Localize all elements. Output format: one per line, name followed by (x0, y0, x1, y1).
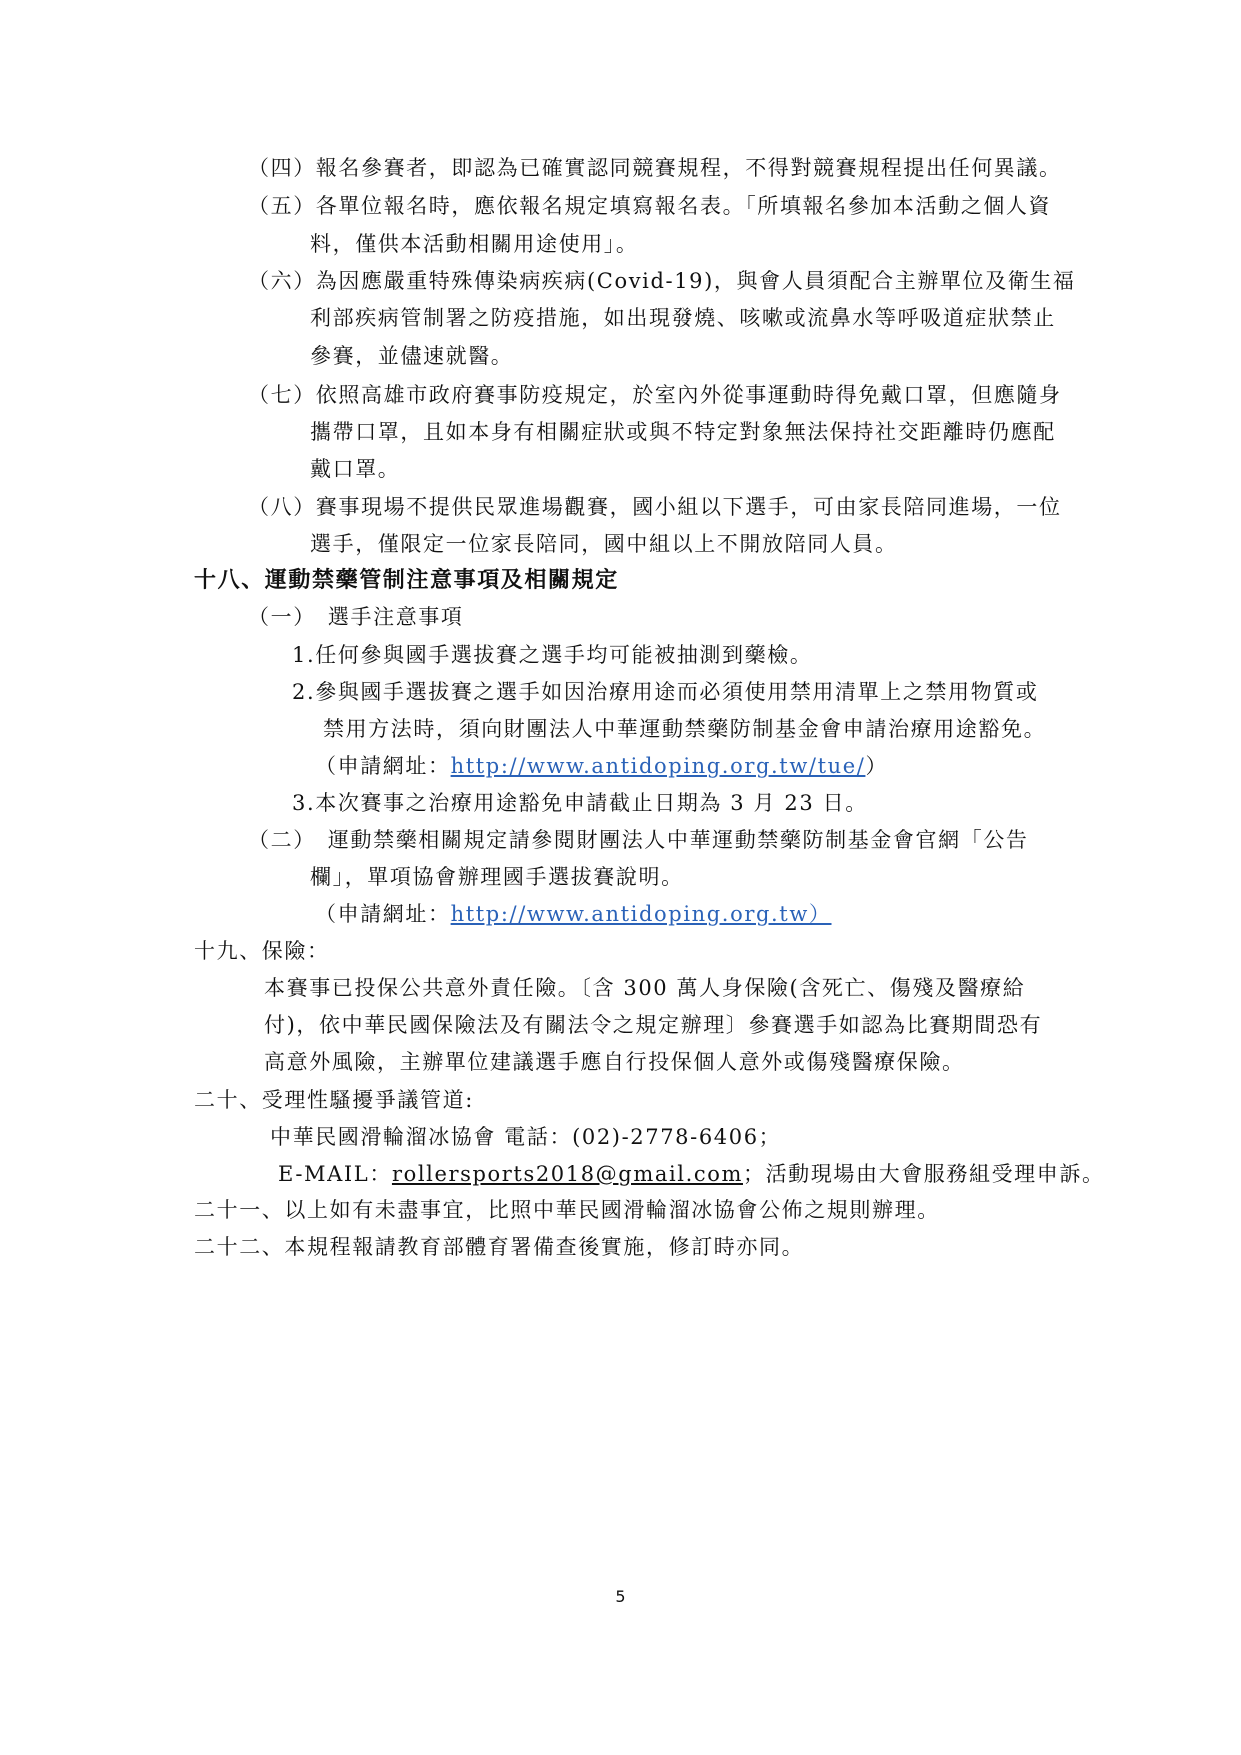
email-suffix: ；活動現場由大會服務組受理申訴。 (742, 1162, 1105, 1186)
subsection-2: （二） 運動禁藥相關規定請參閱財團法人中華運動禁藥防制基金會官網「公告 (248, 828, 1029, 852)
section-20-heading: 二十、受理性騷擾爭議管道: (194, 1088, 474, 1112)
item-5: （五）各單位報名時，應依報名規定填寫報名表。「所填報名參加本活動之個人資 (248, 194, 1052, 218)
item-8-cont: 選手，僅限定一位家長陪同，國中組以上不開放陪同人員。 (310, 532, 898, 556)
item-7-cont-2: 戴口罩。 (310, 457, 401, 481)
insurance-text-2: 付)，依中華民國保險法及有關法令之規定辦理〕參賽選手如認為比賽期間恐有 (264, 1013, 1043, 1037)
item-5-cont: 料，僅供本活動相關用途使用」。 (310, 232, 639, 256)
item-7: （七）依照高雄市政府賽事防疫規定，於室內外從事運動時得免戴口罩，但應隨身 (248, 383, 1062, 407)
item-8: （八）賽事現場不提供民眾進場觀賽，國小組以下選手，可由家長陪同進場，一位 (248, 495, 1062, 519)
item-6: （六）為因應嚴重特殊傳染病疾病(Covid-19)，與會人員須配合主辦單位及衛生福 (248, 269, 1076, 293)
item-6-cont-1: 利部疾病管制署之防疫措施，如出現發燒、咳嗽或流鼻水等呼吸道症狀禁止 (310, 306, 1056, 330)
url-prefix: （申請網址： (315, 902, 451, 926)
item-4: （四）報名參賽者，即認為已確實認同競賽規程，不得對競賽規程提出任何異議。 (248, 156, 1062, 180)
antidoping-link[interactable]: http://www.antidoping.org.tw） (450, 902, 832, 926)
note-2-url-line (315, 751, 888, 781)
url-prefix: （申請網址： (315, 754, 451, 778)
contact-email-line (278, 1159, 1105, 1189)
section-18-heading: 十八、運動禁藥管制注意事項及相關規定 (194, 567, 619, 593)
insurance-text-1: 本賽事已投保公共意外責任險。〔含 300 萬人身保險(含死亡、傷殘及醫療給 (264, 976, 1026, 1000)
section-21: 二十一、以上如有未盡事宜，比照中華民國滑輪溜冰協會公佈之規則辦理。 (194, 1198, 940, 1222)
note-1: 1.任何參與國手選拔賽之選手均可能被抽測到藥檢。 (292, 643, 813, 667)
email-link[interactable]: rollersports2018@gmail.com (391, 1162, 743, 1186)
item-6-cont-2: 參賽，並儘速就醫。 (310, 344, 514, 368)
note-2-cont: 禁用方法時，須向財團法人中華運動禁藥防制基金會申請治療用途豁免。 (323, 717, 1047, 741)
insurance-text-3: 高意外風險，主辦單位建議選手應自行投保個人意外或傷殘醫療保險。 (264, 1050, 965, 1074)
section-22: 二十二、本規程報請教育部體育署備查後實施，修訂時亦同。 (194, 1235, 805, 1259)
section-19-heading: 十九、保險： (194, 939, 330, 963)
contact-phone: 中華民國滑輪溜冰協會 電話：(02)-2778-6406； (270, 1125, 782, 1149)
note-3: 3.本次賽事之治療用途豁免申請截止日期為 3 月 23 日。 (292, 791, 868, 815)
email-label: E-MAIL： (278, 1162, 392, 1186)
note-2: 2.參與國手選拔賽之選手如因治療用途而必須使用禁用清單上之禁用物質或 (292, 680, 1039, 704)
url-suffix: ） (865, 754, 889, 778)
page-number: 5 (615, 1587, 626, 1606)
item-7-cont-1: 攜帶口罩，且如本身有相關症狀或與不特定對象無法保持社交距離時仍應配 (310, 420, 1056, 444)
tue-link[interactable]: http://www.antidoping.org.tw/tue/ (450, 754, 866, 778)
subsection-1-heading: （一） 選手注意事項 (248, 605, 464, 629)
subsection-2-url-line (315, 899, 832, 929)
subsection-2-cont: 欄」，單項協會辦理國手選拔賽說明。 (310, 865, 684, 889)
